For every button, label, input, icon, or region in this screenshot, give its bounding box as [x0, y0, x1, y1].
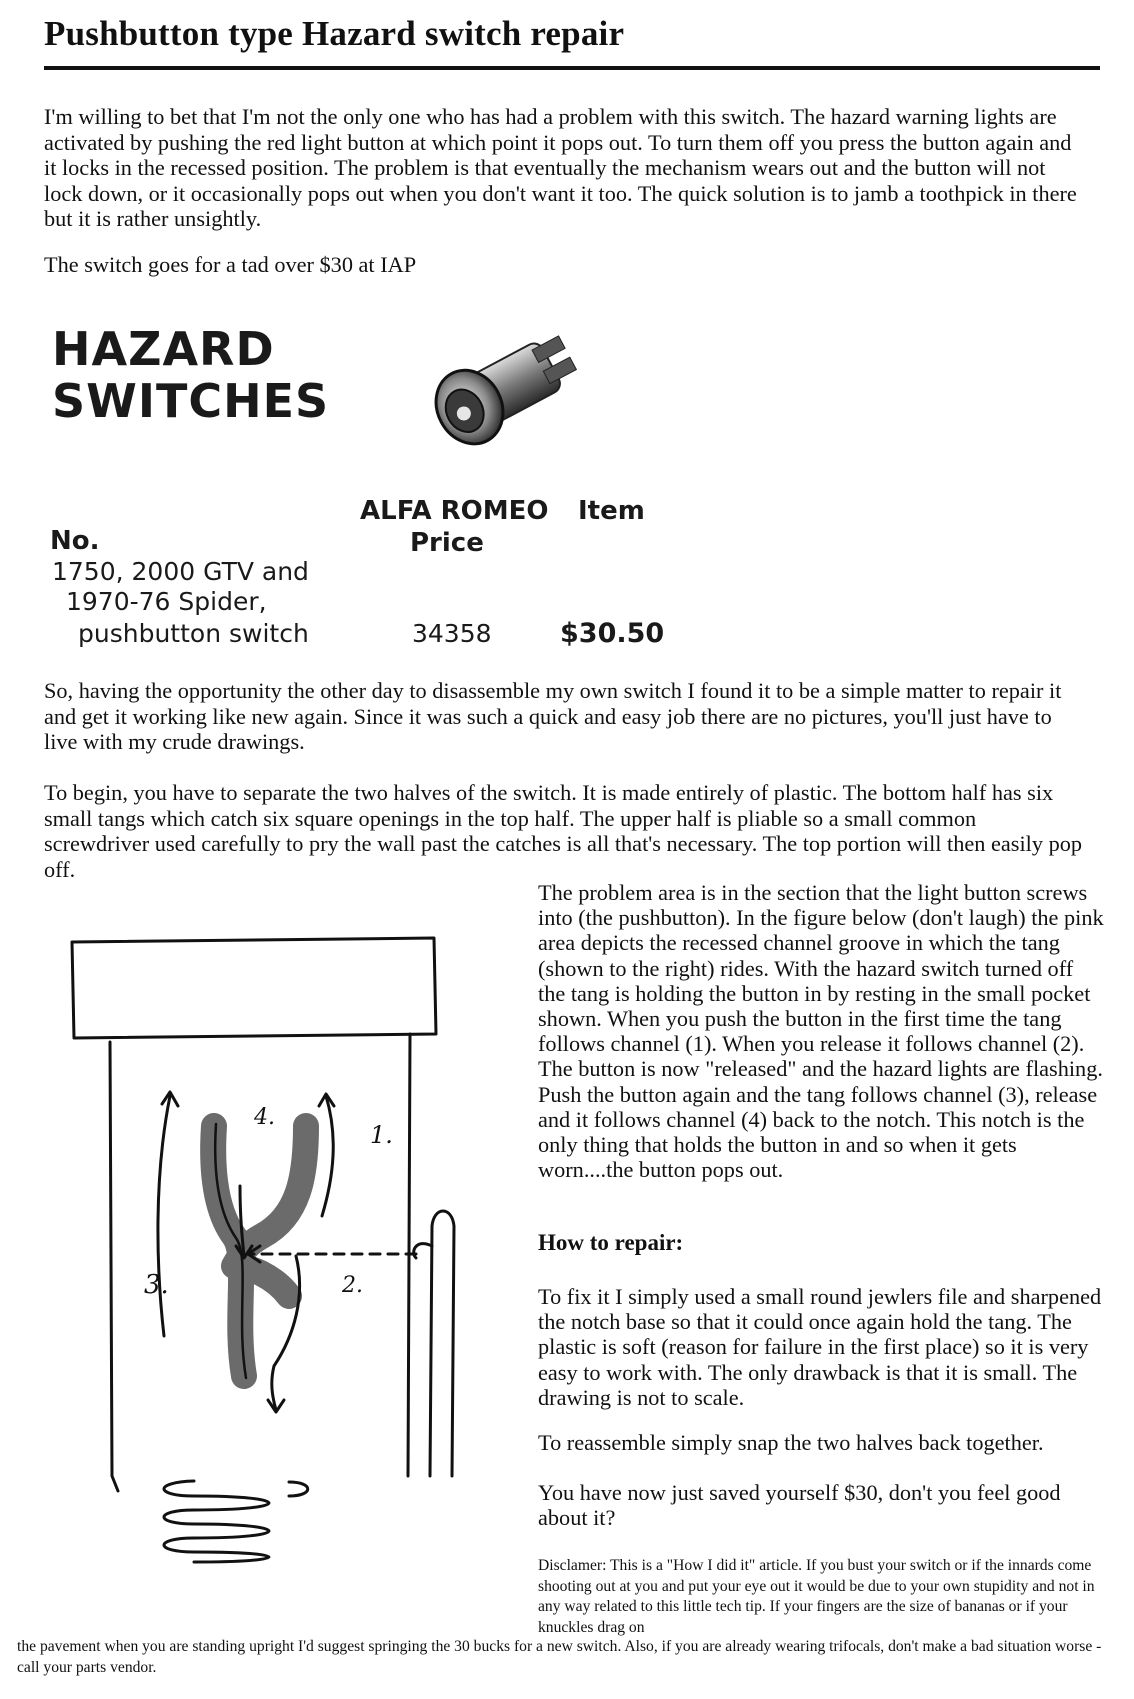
problem-paragraph: The problem area is in the section that the light button screws into (the pushbutton). In the figure below (don't laugh) the pink area depicts the recessed channel groove in which the tang (shown to the right) rides. With the hazard switch turned off the tang is holding the button in by resting in the small pocket shown. When you push the button in the first time the tang follows channel (1). When you release it follows channel (2). The button is now "released" and the hazard lights are flashing. Push the button again and the tang follows channel (3), release and it follows channel (4) back to the notch. This notch is the only thing that holds the button in and so when it gets worn....the button pops out.: [538, 880, 1104, 1183]
disclaimer-part2: the pavement when you are standing upright I'd suggest springing the 30 bucks for a new switch. Also, if you are already wearing trifocals, don't make a bad situation worse - call your parts vendor.: [17, 1638, 1102, 1676]
tang-tip: [414, 1244, 432, 1258]
housing-left-wall: [110, 1042, 118, 1491]
catalog-cost: $30.50: [560, 618, 665, 649]
title-rule: [44, 66, 1100, 70]
catalog-desc-line3: pushbutton switch: [78, 619, 309, 648]
reassemble-paragraph: To reassemble simply snap the two halves back together.: [538, 1430, 1044, 1455]
drawing-label-4: 4.: [254, 1105, 275, 1130]
price-note: The switch goes for a tad over $30 at IAP: [44, 252, 417, 277]
tang-outline: [430, 1211, 454, 1476]
opportunity-paragraph: So, having the opportunity the other day to disassemble my own switch I found it to be a simple matter to repair it and get it working like new again. Since it was such a quick and easy job there are no pictures, you'll just have to live with my crude drawings.: [44, 678, 1062, 754]
button-cap-outline: [72, 938, 436, 1038]
spring-coil: [164, 1481, 308, 1562]
catalog-col-no: No.: [50, 526, 100, 556]
how-to-heading: How to repair:: [538, 1230, 684, 1255]
catalog-col-item: Item: [578, 496, 645, 526]
begin-paragraph: To begin, you have to separate the two halves of the switch. It is made entirely of plastic. The bottom half has six small tangs which catch six square openings in the top half. The upper half is pliable so a small common screwdriver used carefully to pry the wall past the catches is all that's necessary. The top portion will then easily pop off.: [44, 780, 1083, 882]
fix-paragraph: To fix it I simply used a small round jewlers file and sharpened the notch base so that it could once again hold the tang. The plastic is soft (reason for failure in the first place) so it is very easy to work with. The only drawback is that it is small. The drawing is not to scale.: [538, 1284, 1102, 1410]
catalog-part-number: 34358: [412, 619, 492, 648]
drawing-label-3: 3.: [144, 1270, 169, 1300]
catalog-desc-line2: 1970-76 Spider,: [66, 587, 267, 616]
catalog-col-price: Price: [410, 528, 484, 558]
disclaimer-part1: Disclamer: This is a "How I did it" article. If you bust your switch or if the innards come shooting out at you and put your eye out it would be due to your own stupidity and not in any way related to this little tech tip. If your fingers are the size of bananas or if your knuckles drag on: [538, 1557, 1095, 1636]
switch-channel-drawing: [44, 916, 524, 1566]
arrow-channel-1: [322, 1096, 333, 1216]
arrow-channel-3: [158, 1096, 170, 1336]
saved-paragraph: You have now just saved yourself $30, don't you feel good about it?: [538, 1480, 1061, 1531]
channel-groove-right: [234, 1126, 306, 1296]
article-title: Pushbutton type Hazard switch repair: [44, 14, 625, 53]
catalog-heading-line1: HAZARD: [52, 322, 275, 376]
catalog-desc-line1: 1750, 2000 GTV and: [52, 557, 309, 586]
hazard-switch-photo: [410, 320, 600, 470]
catalog-col-make: ALFA ROMEO: [360, 496, 549, 526]
drawing-label-2: 2.: [342, 1273, 363, 1298]
intro-paragraph: I'm willing to bet that I'm not the only one who has had a problem with this switch. The hazard warning lights are activated by pushing the red light button at which point it pops out. To turn them off you press the button again and it locks in the recessed position. The problem is that eventually the mechanism wears out and the button will not lock down, or it occasionally pops out when you don't want it too. The quick solution is to jamb a toothpick in there but it is rather unsightly.: [44, 104, 1077, 231]
catalog-heading-line2: SWITCHES: [52, 374, 330, 428]
drawing-label-1: 1.: [370, 1121, 393, 1149]
